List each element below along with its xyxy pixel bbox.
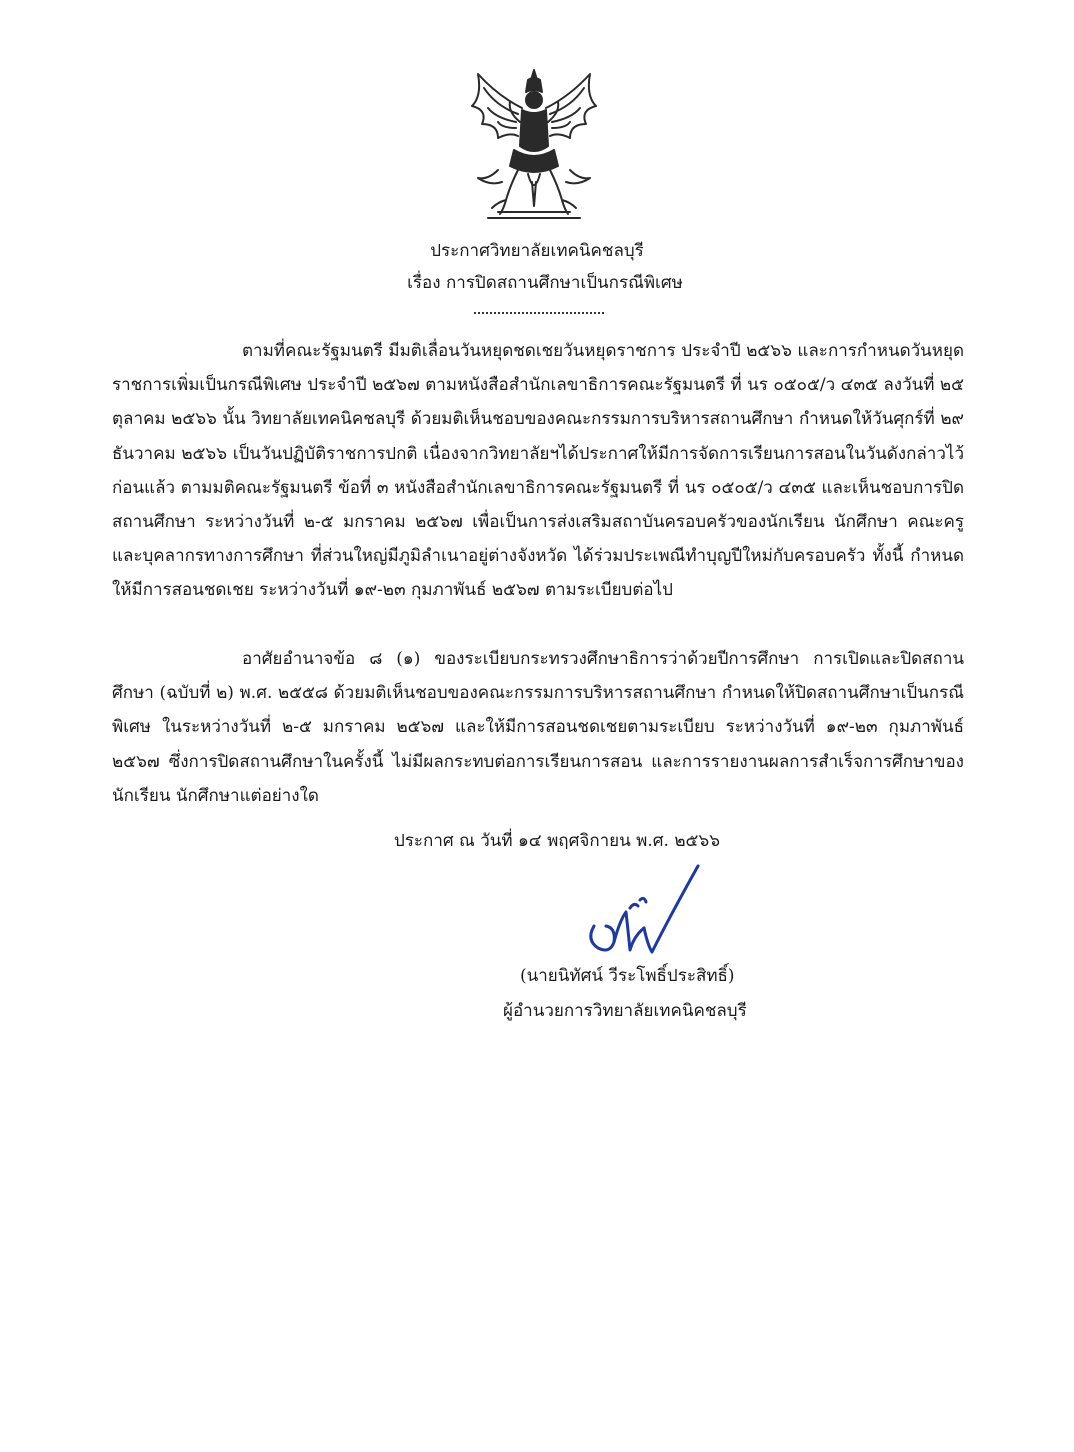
document-subject: เรื่อง การปิดสถานศึกษาเป็นกรณีพิเศษ [407,273,683,293]
signature-mark [574,856,714,966]
paragraph-1: ตามที่คณะรัฐมนตรี มีมติเลื่อนวันหยุดชดเชยวันหยุดราชการ ประจำปี ๒๕๖๖ และการกำหนดวันหยุดราชการเพิ่มเป็นกรณีพิเศษ ประจำปี ๒๕๖๗ ตามหนังสือสำนักเลขาธิการคณะรัฐมนตรี ที่ นร ๐๕๐๕/ว ๔๓๕ ลงวันที่ ๒๕ ตุลาคม ๒๕๖๖ นั้น วิทยาลัยเทคนิคชลบุรี ด้วยมติเห็นชอบของคณะกรรมการบริหารสถานศึกษา กำหนดให้วันศุกร์ที่ ๒๙ ธันวาคม ๒๕๖๖ เป็นวันปฏิบัติราชการปกติ เนื่องจากวิทยาลัยฯได้ประกาศให้มีการจัดการเรียนการสอนในวันดังกล่าวไว้ก่อนแล้ว ตามมติคณะรัฐมนตรี ข้อที่ ๓ หนังสือสำนักเลขาธิการคณะรัฐมนตรี ที่ นร ๐๕๐๕/ว ๔๓๕ และเห็นชอบการปิดสถานศึกษา ระหว่างวันที่ ๒-๕ มกราคม ๒๕๖๗ เพื่อเป็นการส่งเสริมสถาบันครอบครัวของนักเรียน นักศึกษา คณะครูและบุคลากรทางการศึกษา ที่ส่วนใหญ่มีภูมิลำเนาอยู่ต่างจังหวัด ได้ร่วมประเพณีทำบุญปีใหม่กับครอบครัว ทั้งนี้ กำหนดให้มีการสอนชดเชย ระหว่างวันที่ ๑๙-๒๓ กุมภาพันธ์ ๒๕๖๗ ตามระเบียบต่อไป [112,341,964,601]
signer-name: (นายนิทัศน์ วีระโพธิ์ประสิทธิ์) [520,966,735,986]
announcement-date: ประกาศ ณ วันที่ ๑๔ พฤศจิกายน พ.ศ. ๒๕๖๖ [393,831,721,851]
dotted-divider [474,312,604,314]
paragraph-2: อาศัยอำนาจข้อ ๘ (๑) ของระเบียบกระทรวงศึกษาธิการว่าด้วยปีการศึกษา การเปิดและปิดสถานศึกษา (ฉบับที่ ๒) พ.ศ. ๒๕๕๘ ด้วยมติเห็นชอบของคณะกรรมการบริหารสถานศึกษา กำหนดให้ปิดสถานศึกษาเป็นกรณีพิเศษ ในระหว่างวันที่ ๒-๕ มกราคม ๒๕๖๗ และให้มีการสอนชดเชยตามระเบียบ ระหว่างวันที่ ๑๙-๒๓ กุมภาพันธ์ ๒๕๖๗ ซึ่งการปิดสถานศึกษาในครั้งนี้ ไม่มีผลกระทบต่อการเรียนการสอน และการรายงานผลการสำเร็จการศึกษาของนักเรียน นักศึกษาแต่อย่างใด [112,649,964,806]
signer-position: ผู้อำนวยการวิทยาลัยเทคนิคชลบุรี [503,1001,747,1021]
document-title: ประกาศวิทยาลัยเทคนิคชลบุรี [430,241,644,261]
garuda-emblem-icon [458,66,610,226]
